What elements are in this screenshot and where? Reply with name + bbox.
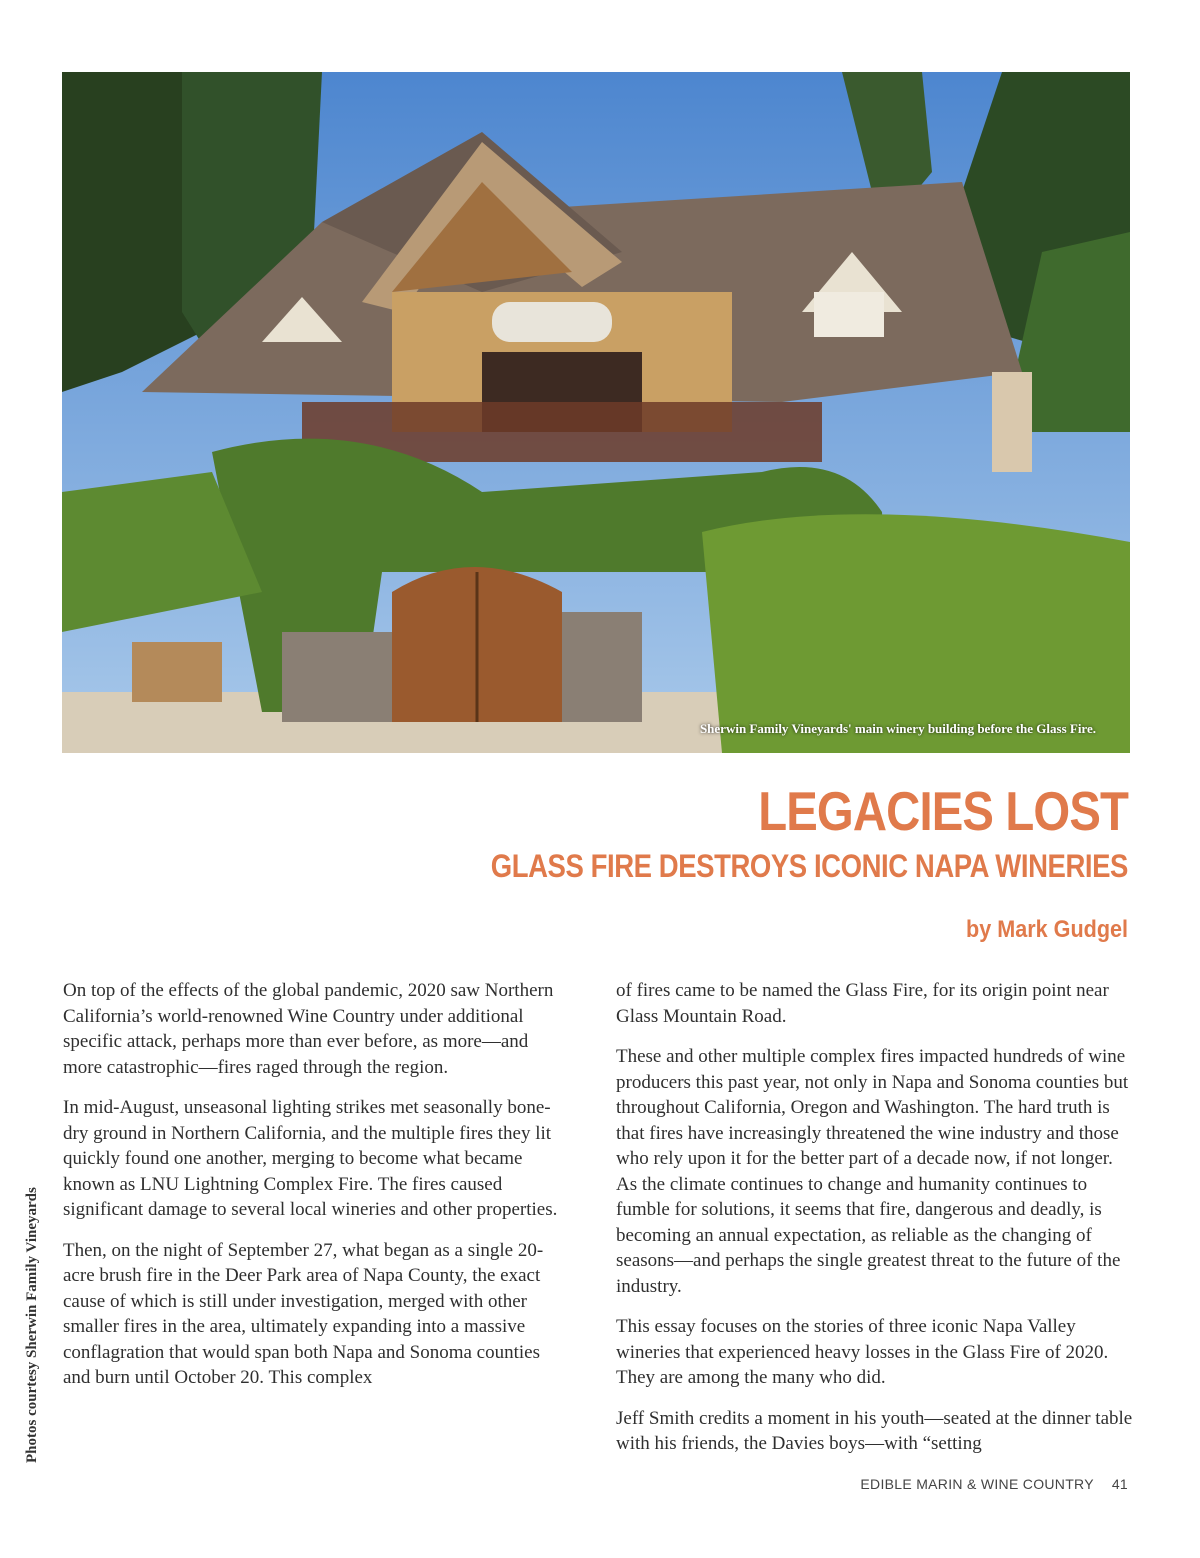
body-paragraph: In mid-August, unseasonal lighting strikes met seasonally bone-dry ground in Northern California, and the multiple fires they lit quickly found one another, merging to become what became known as LNU Lightning Complex Fire. The fires caused significant damage to several local wineries and other properties. <box>63 1097 558 1220</box>
article-subtitle: GLASS FIRE DESTROYS ICONIC NAPA WINERIES <box>490 848 1128 884</box>
article-byline: by Mark Gudgel <box>965 916 1128 943</box>
body-paragraph: On top of the effects of the global pandemic, 2020 saw Northern California’s world-renowned Wine Country under additional specific attack, perhaps more than ever before, as more—and more catastrophic—fires raged through the region. <box>63 980 554 1078</box>
photo-caption: Sherwin Family Vineyards' main winery building before the Glass Fire. <box>699 721 1096 736</box>
page-number: 41 <box>1111 1476 1128 1492</box>
body-paragraph: These and other multiple complex fires impacted hundreds of wine producers this past year, not only in Napa and Sonoma counties but throughout California, Oregon and Washington. The hard truth is that fires have increasingly threatened the wine industry and those who rely upon it for the better part of a decade now, if not longer. As the climate continues to change and humanity continues to fumble for solutions, it seems that fire, dangerous and deadly, is becoming an annual expectation, as reliable as the changing of seasons—and perhaps the single greatest threat to the future of the industry. <box>616 1046 1129 1297</box>
body-paragraph: Then, on the night of September 27, what began as a single 20-acre brush fire in the Deer Park area of Napa County, the exact cause of which is still under investigation, merged with other smaller fires in the area, ultimately expanding into a massive conflagration that would span both Napa and Sonoma counties and burn until October 20. This complex <box>63 1239 544 1388</box>
winery-illustration <box>62 72 1130 753</box>
page-footer <box>860 1476 1128 1492</box>
article-title: LEGACIES LOST <box>758 780 1128 842</box>
winery-photo <box>62 72 1130 753</box>
left-column <box>63 978 563 1406</box>
body-paragraph: This essay focuses on the stories of three iconic Napa Valley wineries that experienced heavy losses in the Glass Fire of 2020. They are among the many who did. <box>616 1316 1109 1388</box>
body-paragraph: Jeff Smith credits a moment in his youth—seated at the dinner table with his friends, the Davies boys—with “setting <box>616 1407 1133 1454</box>
right-column <box>616 978 1136 1472</box>
publication-name: EDIBLE MARIN & WINE COUNTRY <box>860 1476 1094 1492</box>
photo-credit: Photos courtesy Sherwin Family Vineyards <box>24 1187 40 1463</box>
body-paragraph: of fires came to be named the Glass Fire, for its origin point near Glass Mountain Road. <box>616 980 1109 1027</box>
